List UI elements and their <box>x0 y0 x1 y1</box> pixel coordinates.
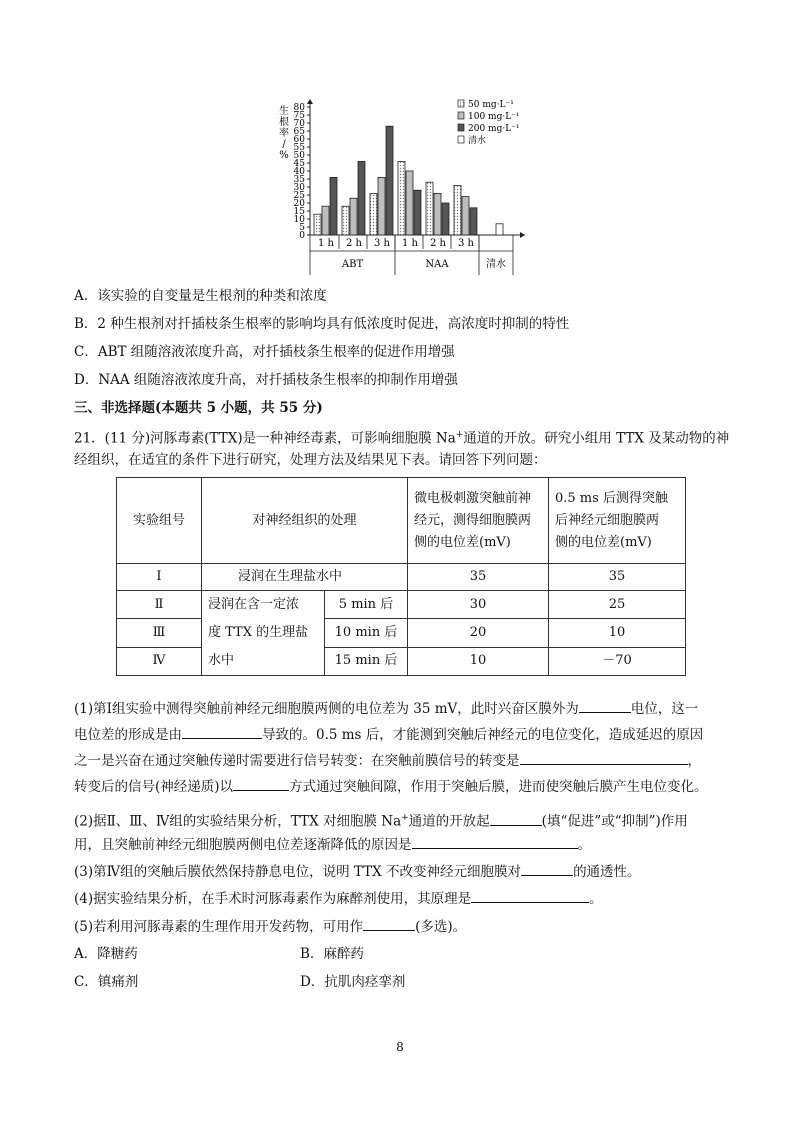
y-tick-label: 80 <box>293 103 305 113</box>
row1-treat: 浸润在生理盐水中 <box>202 564 408 591</box>
legend-swatch <box>458 136 464 143</box>
bar-ABT-1 <box>378 177 385 235</box>
time-label: 1 h <box>402 238 418 249</box>
q21-p4: 转变后的信号(神经递质)以 方式通过突触间隙，作用于突触后膜，进而使突触后膜产生电位变化。 <box>74 776 708 797</box>
legend-label: 200 mg·L⁻¹ <box>468 124 520 134</box>
option-b: B．2 种生根剂对扦插枝条生根率的影响均具有低浓度时促进，高浓度时抑制的特性 <box>74 316 570 332</box>
row4-pre: 10 <box>408 647 549 675</box>
legend-swatch <box>458 112 464 119</box>
row4-time: 15 min 后 <box>325 647 408 675</box>
option-a: A．该实验的自变量是生根剂的种类和浓度 <box>74 288 327 304</box>
y-tick-label: 65 <box>293 127 305 137</box>
row2-time: 5 min 后 <box>325 591 408 619</box>
q21-p1: (1)第Ⅰ组实验中测得突触前神经元细胞膜两侧的电位差为 35 mV，此时兴奋区膜外为 电位，这一 <box>74 698 698 719</box>
blank-7[interactable] <box>521 861 573 876</box>
y-tick-label: 35 <box>293 175 305 185</box>
y-tick-label: 45 <box>293 159 305 169</box>
blank-6[interactable] <box>412 834 578 849</box>
row1-pre: 35 <box>408 564 549 591</box>
legend-label: 100 mg·L⁻¹ <box>468 112 520 122</box>
bar-control <box>496 224 503 235</box>
y-axis-label-char: % <box>279 150 289 161</box>
y-tick-label: 10 <box>293 215 305 225</box>
y-tick-label: 30 <box>293 183 305 193</box>
row2-pre: 30 <box>408 591 549 619</box>
th-group: 实验组号 <box>117 478 202 564</box>
bar-ABT-1 <box>350 198 357 235</box>
row4-id: Ⅳ <box>117 647 202 675</box>
y-tick-label: 55 <box>293 143 305 153</box>
row3-id: Ⅲ <box>117 619 202 647</box>
time-label: 3 h <box>374 238 390 249</box>
legend-swatch <box>458 124 464 131</box>
option-d: D．NAA 组随溶液浓度升高，对扦插枝条生根率的抑制作用增强 <box>74 372 458 388</box>
rooting-rate-chart <box>270 92 540 282</box>
group-label-abt: ABT <box>341 259 364 270</box>
legend-label: 50 mg·L⁻¹ <box>468 100 514 110</box>
bar-NAA-1 <box>462 197 469 235</box>
experiment-table <box>116 477 686 676</box>
legend-swatch <box>458 100 464 107</box>
th-pre: 微电极刺激突触前神 经元，测得细胞膜两 侧的电位差(mV) <box>408 478 549 564</box>
option-c: C．ABT 组随溶液浓度升高，对扦插枝条生根率的促进作用增强 <box>74 344 455 360</box>
group-label-water: 清水 <box>486 259 506 270</box>
row3-pre: 20 <box>408 619 549 647</box>
blank-3[interactable] <box>520 750 688 765</box>
row3-time: 10 min 后 <box>325 619 408 647</box>
bar-ABT-2 <box>386 126 393 235</box>
row3-post: 10 <box>549 619 686 647</box>
q21-p3: 之一是兴奋在通过突触传递时需要进行信号转变：在突触前膜信号的转变是 ， <box>74 750 701 771</box>
q21-p8: (4)据实验结果分析，在手术时河豚毒素作为麻醉剂使用，其原理是 。 <box>74 888 603 909</box>
y-axis-arrow <box>307 99 313 104</box>
opt-b: B．麻醉药 <box>300 946 364 962</box>
group-label-naa: NAA <box>425 259 449 270</box>
bar-ABT-0 <box>314 214 321 235</box>
q21-p7: (3)第Ⅳ组的突触后膜依然保持静息电位，说明 TTX 不改变神经元细胞膜对 的通透性。 <box>74 861 641 882</box>
q21-p9: (5)若利用河豚毒素的生理作用开发药物，可用作 (多选)。 <box>74 916 466 937</box>
section-title: 三、非选择题(本题共 5 小题，共 55 分) <box>74 400 323 416</box>
y-tick-label: 70 <box>293 119 305 129</box>
y-tick-label: 40 <box>293 167 305 177</box>
bar-ABT-0 <box>370 193 377 235</box>
blank-4[interactable] <box>233 776 289 791</box>
bar-NAA-2 <box>414 190 421 235</box>
y-axis-label-char: / <box>282 139 286 150</box>
bar-ABT-0 <box>342 206 349 235</box>
q21-p5: (2)据Ⅱ、Ⅲ、Ⅳ组的实验结果分析，TTX 对细胞膜 Na+通道的开放起 (填“促进”或“抑制”)作用 <box>74 808 688 832</box>
bar-NAA-1 <box>406 171 413 235</box>
y-axis-label-char: 根 <box>279 117 289 128</box>
opt-a: A．降糖药 <box>74 946 138 962</box>
y-axis-label-char: 率 <box>279 128 289 139</box>
bar-NAA-0 <box>398 161 405 235</box>
time-label: 1 h <box>318 238 334 249</box>
y-tick-label: 20 <box>293 199 305 209</box>
bar-ABT-2 <box>330 177 337 235</box>
bar-ABT-1 <box>322 206 329 235</box>
legend-label: 清水 <box>468 136 487 146</box>
x-axis-arrow <box>520 232 525 238</box>
y-tick-label: 75 <box>293 111 305 121</box>
bar-NAA-2 <box>442 203 449 235</box>
bar-NAA-0 <box>426 182 433 235</box>
blank-5[interactable] <box>490 811 542 826</box>
y-axis-label-char: 生 <box>279 106 289 117</box>
y-tick-label: 60 <box>293 135 305 145</box>
time-label: 2 h <box>430 238 446 249</box>
opt-d: D．抗肌肉痉挛剂 <box>300 974 406 990</box>
blank-2[interactable] <box>182 724 262 739</box>
blank-8[interactable] <box>471 888 589 903</box>
time-label: 3 h <box>458 238 474 249</box>
merged-treat: 浸润在含一定浓 度 TTX 的生理盐 水中 <box>202 591 325 676</box>
opt-c: C．镇痛剂 <box>74 974 139 990</box>
bar-NAA-2 <box>470 208 477 235</box>
y-tick-label: 15 <box>293 207 305 217</box>
blank-1[interactable] <box>579 698 631 713</box>
y-tick-label: 25 <box>293 191 305 201</box>
page-number: 8 <box>396 1040 404 1054</box>
row4-post: －70 <box>549 647 686 675</box>
row2-post: 25 <box>549 591 686 619</box>
q21-p6: 用，且突触前神经元细胞膜两侧电位差逐渐降低的原因是 。 <box>74 834 591 855</box>
row2-id: Ⅱ <box>117 591 202 619</box>
bar-ABT-2 <box>358 161 365 235</box>
bar-NAA-1 <box>434 193 441 235</box>
row1-post: 35 <box>549 564 686 591</box>
th-post: 0.5 ms 后测得突触 后神经元细胞膜两 侧的电位差(mV) <box>549 478 686 564</box>
y-tick-label: 50 <box>293 151 305 161</box>
row1-id: Ⅰ <box>117 564 202 591</box>
y-tick-label: 5 <box>299 223 305 233</box>
q21-intro-line2: 经组织，在适宜的条件下进行研究，处理方法及结果见下表。请回答下列问题： <box>74 452 547 468</box>
q21-p2: 电位差的形成是由 导致的。0.5 ms 后，才能测到突触后神经元的电位变化，造成延迟的原因 <box>74 724 703 745</box>
time-label: 2 h <box>346 238 362 249</box>
y-tick-label: 0 <box>299 231 305 241</box>
q21-intro-line1: 21．(11 分)河豚毒素(TTX)是一种神经毒素，可影响细胞膜 Na+通道的开放。研究小组用 TTX 及某动物的神 <box>74 430 730 447</box>
blank-9[interactable] <box>363 916 415 931</box>
bar-NAA-0 <box>454 185 461 235</box>
th-treatment: 对神经组织的处理 <box>202 478 408 564</box>
